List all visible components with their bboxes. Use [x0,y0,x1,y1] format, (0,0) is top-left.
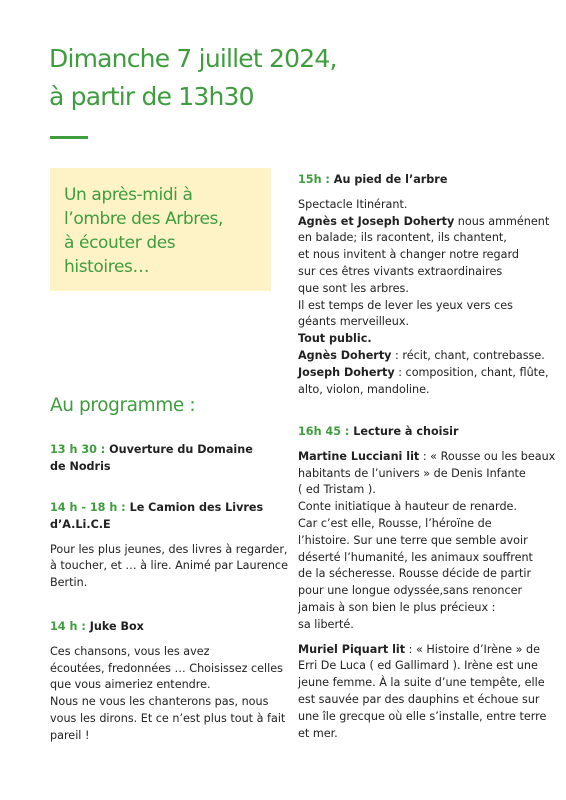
event-desc-line: sa liberté. [298,617,354,631]
event-desc-line: habitants de l’univers » de Denis Infante [298,466,526,480]
event-time: 14 h : [50,620,86,633]
event-title-cont: d’A.Li.C.E [50,517,111,531]
performer-role: : composition, chant, flûte, [394,365,549,379]
event-jukebox [50,619,285,745]
event-desc-line: Nous ne vous les chanterons pas, nous [50,695,269,709]
event-title-cont: de Nodris [50,459,111,473]
event-desc-line: est sauvée par des dauphins et échoue sur [298,692,540,706]
event-time: 15h : [298,173,330,186]
event-desc-line: que vous aimeriez entendre. [50,678,211,692]
event-desc-line: écoutées, fredonnées … Choisissez celles [50,661,283,675]
performer-name: Joseph Doherty [298,365,395,379]
event-desc-line: nous amménent [454,214,550,228]
reader-name: Martine Lucciani lit [298,449,420,463]
event-desc-line: une île grecque où elle s’installe, entre terre [298,709,547,723]
quote-line: à écouter des [64,233,176,253]
event-desc-line: Bertin. [50,576,88,590]
event-desc-line: et mer. [298,726,338,740]
event-desc-line: que sont les arbres. [298,281,409,295]
program-heading: Au programme : [50,395,196,416]
event-title: Le Camion des Livres [125,501,264,514]
event-title: Ouverture du Domaine [105,443,253,456]
event-desc-line: de la sécheresse. Rousse décide de partir [298,567,532,581]
event-title: Juke Box [85,620,144,633]
event-au-pied [298,172,549,398]
quote-line: l’ombre des Arbres, [64,209,224,229]
quote-box [50,168,271,291]
event-desc-line: déserté l’humanité, les animaux souffrent [298,550,533,564]
title-line-2: à partir de 13h30 [49,82,254,111]
event-desc-line: jamais à son bien le plus précieux : [298,600,496,614]
quote-line: Un après-midi à [64,185,193,205]
event-desc-line: pareil ! [50,728,90,742]
performer-role: : récit, chant, contrebasse. [391,348,545,362]
title-line-1: Dimanche 7 juillet 2024, [49,44,337,73]
event-desc-line: vous les dirons. Et ce n’est plus tout à fait [50,711,286,725]
event-desc-line: Pour les plus jeunes, des livres à regarder, [50,542,288,556]
performer-role-cont: alto, violon, mandoline. [298,382,430,396]
event-desc-line: pour une longue odyssée,sans renoncer [298,584,523,598]
quote-text [64,183,261,279]
event-desc-line: à toucher, et … à lire. Animé par Laurence [50,559,288,573]
event-desc-line: Spectacle Itinérant. [298,197,408,211]
event-desc-line: en balade; ils racontent, ils chantent, [298,231,507,245]
event-time: 16h 45 : [298,425,350,438]
event-title: Lecture à choisir [349,425,459,438]
performer-name: Agnès et Joseph Doherty [298,214,455,228]
page-title [49,40,469,116]
event-title: Au pied de l’arbre [329,173,448,186]
quote-line: histoires… [64,257,150,277]
event-time: 13 h 30 : [50,443,106,456]
event-desc-line: Il est temps de lever les yeux vers ces [298,298,513,312]
event-desc-line: et nous invitent à changer notre regard [298,248,520,262]
event-desc-line: ( ed Tristam ). [298,483,376,497]
event-time: 14 h - 18 h : [50,501,126,514]
audience-label: Tout public. [298,332,372,346]
event-desc-line: Ces chansons, vous les avez [50,644,210,658]
event-camion [50,500,288,592]
event-desc-line: Erri De Luca ( ed Gallimard ). Irène est une [298,659,538,673]
event-desc-line: géants merveilleux. [298,315,410,329]
event-opening [50,442,253,476]
event-desc-line: l’histoire. Sur une terre que semble avoir [298,533,528,547]
event-desc-line: Conte initiatique à hauteur de renarde. [298,500,517,514]
event-lecture [298,424,555,742]
event-desc-line: sur ces êtres vivants extraordinaires [298,264,503,278]
reader-name: Muriel Piquart lit [298,642,406,656]
event-desc-line: : « Histoire d’Irène » de [405,642,540,656]
event-desc-line: jeune femme. À la suite d’une tempête, elle [298,676,545,690]
performer-name: Agnès Doherty [298,348,392,362]
event-desc-line: : « Rousse ou les beaux [419,449,556,463]
title-divider [50,136,88,139]
event-desc-line: Car c’est elle, Rousse, l’héroïne de [298,516,492,530]
